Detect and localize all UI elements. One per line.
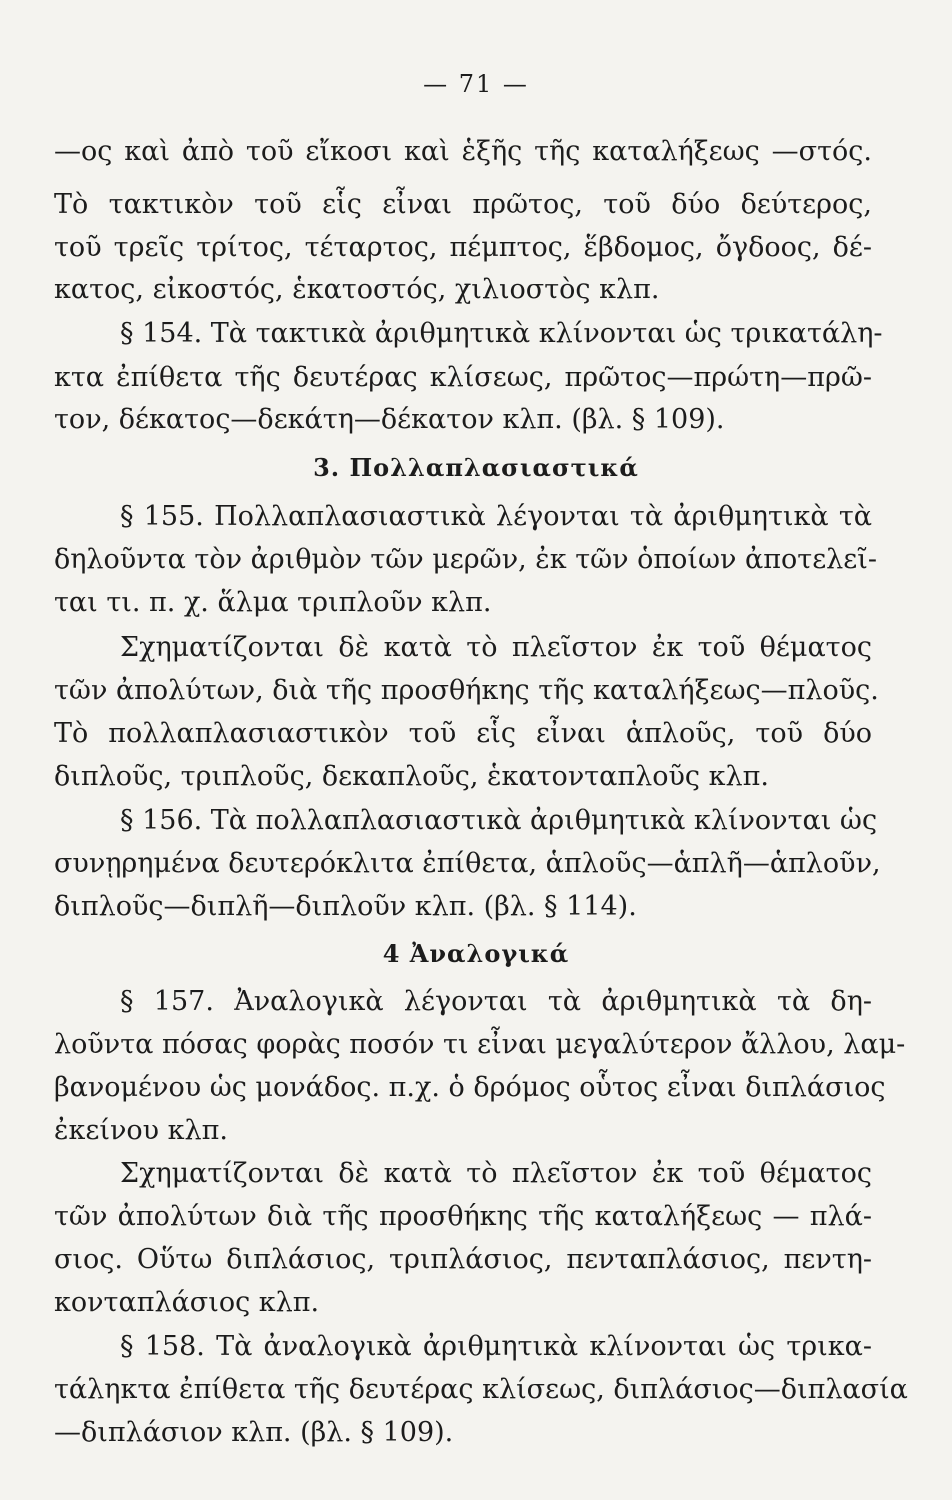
text-line: τάληκτα ἐπίθετα τῆς δευτέρας κλίσεως, διπλάσιος—διπλασία <box>54 1374 908 1405</box>
section-heading: 4 Ἀναλογικά <box>382 939 570 968</box>
text-line: βανομένου ὡς μονάδος. π.χ. ὁ δρόμος οὗτος εἶναι διπλάσιος <box>54 1072 886 1103</box>
text-line: τῶν ἀπολύτων διὰ τῆς προσθήκης τῆς καταλήξεως — πλά- <box>54 1201 872 1232</box>
text-line: § 154. Τὰ τακτικὰ ἀριθμητικὰ κλίνονται ὡς τρικατάλη- <box>120 318 883 349</box>
text-line: Τὸ πολλαπλασιαστικὸν τοῦ εἷς εἶναι ἁπλοῦς, τοῦ δύο <box>54 718 872 749</box>
page-number: — 71 — <box>423 70 529 98</box>
text-line: διπλοῦς—διπλῆ—διπλοῦν κλπ. (βλ. § 114). <box>54 891 637 922</box>
text-line: τῶν ἀπολύτων, διὰ τῆς προσθήκης τῆς καταλήξεως—πλοῦς. <box>54 675 879 706</box>
text-line: Τὸ τακτικὸν τοῦ εἷς εἶναι πρῶτος, τοῦ δύο δεύτερος, <box>54 189 872 220</box>
text-line: Σχηματίζονται δὲ κατὰ τὸ πλεῖστον ἐκ τοῦ θέματος <box>120 1158 872 1189</box>
text-line: —διπλάσιον κλπ. (βλ. § 109). <box>54 1417 454 1448</box>
text-line: κατος, εἰκοστός, ἑκατοστός, χιλιοστὸς κλπ. <box>54 274 660 305</box>
text-line: § 156. Τὰ πολλαπλασιαστικὰ ἀριθμητικὰ κλίνονται ὡς <box>120 805 878 836</box>
text-line: διπλοῦς, τριπλοῦς, δεκαπλοῦς, ἑκατονταπλοῦς κλπ. <box>54 761 769 792</box>
text-line: σιος. Οὕτω διπλάσιος, τριπλάσιος, πενταπλάσιος, πεντη- <box>54 1244 872 1275</box>
text-line: τον, δέκατος—δεκάτη—δέκατον κλπ. (βλ. § 109). <box>54 404 725 435</box>
text-line: δηλοῦντα τὸν ἀριθμὸν τῶν μερῶν, ἐκ τῶν ὁποίων ἀποτελεῖ- <box>54 544 877 575</box>
text-line: κονταπλάσιος κλπ. <box>54 1287 320 1318</box>
text-line: Σχηματίζονται δὲ κατὰ τὸ πλεῖστον ἐκ τοῦ θέματος <box>120 632 872 663</box>
text-line: § 157. Ἀναλογικὰ λέγονται τὰ ἀριθμητικὰ τὰ δη- <box>120 986 872 1017</box>
text-line: τοῦ τρεῖς τρίτος, τέταρτος, πέμπτος, ἕβδομος, ὄγδοος, δέ- <box>54 232 872 263</box>
text-line: § 158. Τὰ ἀναλογικὰ ἀριθμητικὰ κλίνονται ὡς τρικα- <box>120 1331 872 1362</box>
text-line: ται τι. π. χ. ἅλμα τριπλοῦν κλπ. <box>54 587 492 618</box>
text-line: —ος καὶ ἀπὸ τοῦ εἴκοσι καὶ ἑξῆς τῆς καταλήξεως —στός. <box>54 136 872 167</box>
text-line: λοῦντα πόσας φορὰς ποσόν τι εἶναι μεγαλύτερον ἄλλου, λαμ- <box>54 1029 906 1060</box>
section-heading: 3. Πολλαπλασιαστικά <box>313 453 639 482</box>
text-line: ἐκείνου κλπ. <box>54 1115 228 1146</box>
text-line: § 155. Πολλαπλασιαστικὰ λέγονται τὰ ἀριθμητικὰ τὰ <box>120 501 872 532</box>
text-line: κτα ἐπίθετα τῆς δευτέρας κλίσεως, πρῶτος—πρώτη—πρῶ- <box>54 362 872 393</box>
text-line: συνῃρημένα δευτερόκλιτα ἐπίθετα, ἁπλοῦς—ἁπλῆ—ἁπλοῦν, <box>54 848 881 879</box>
